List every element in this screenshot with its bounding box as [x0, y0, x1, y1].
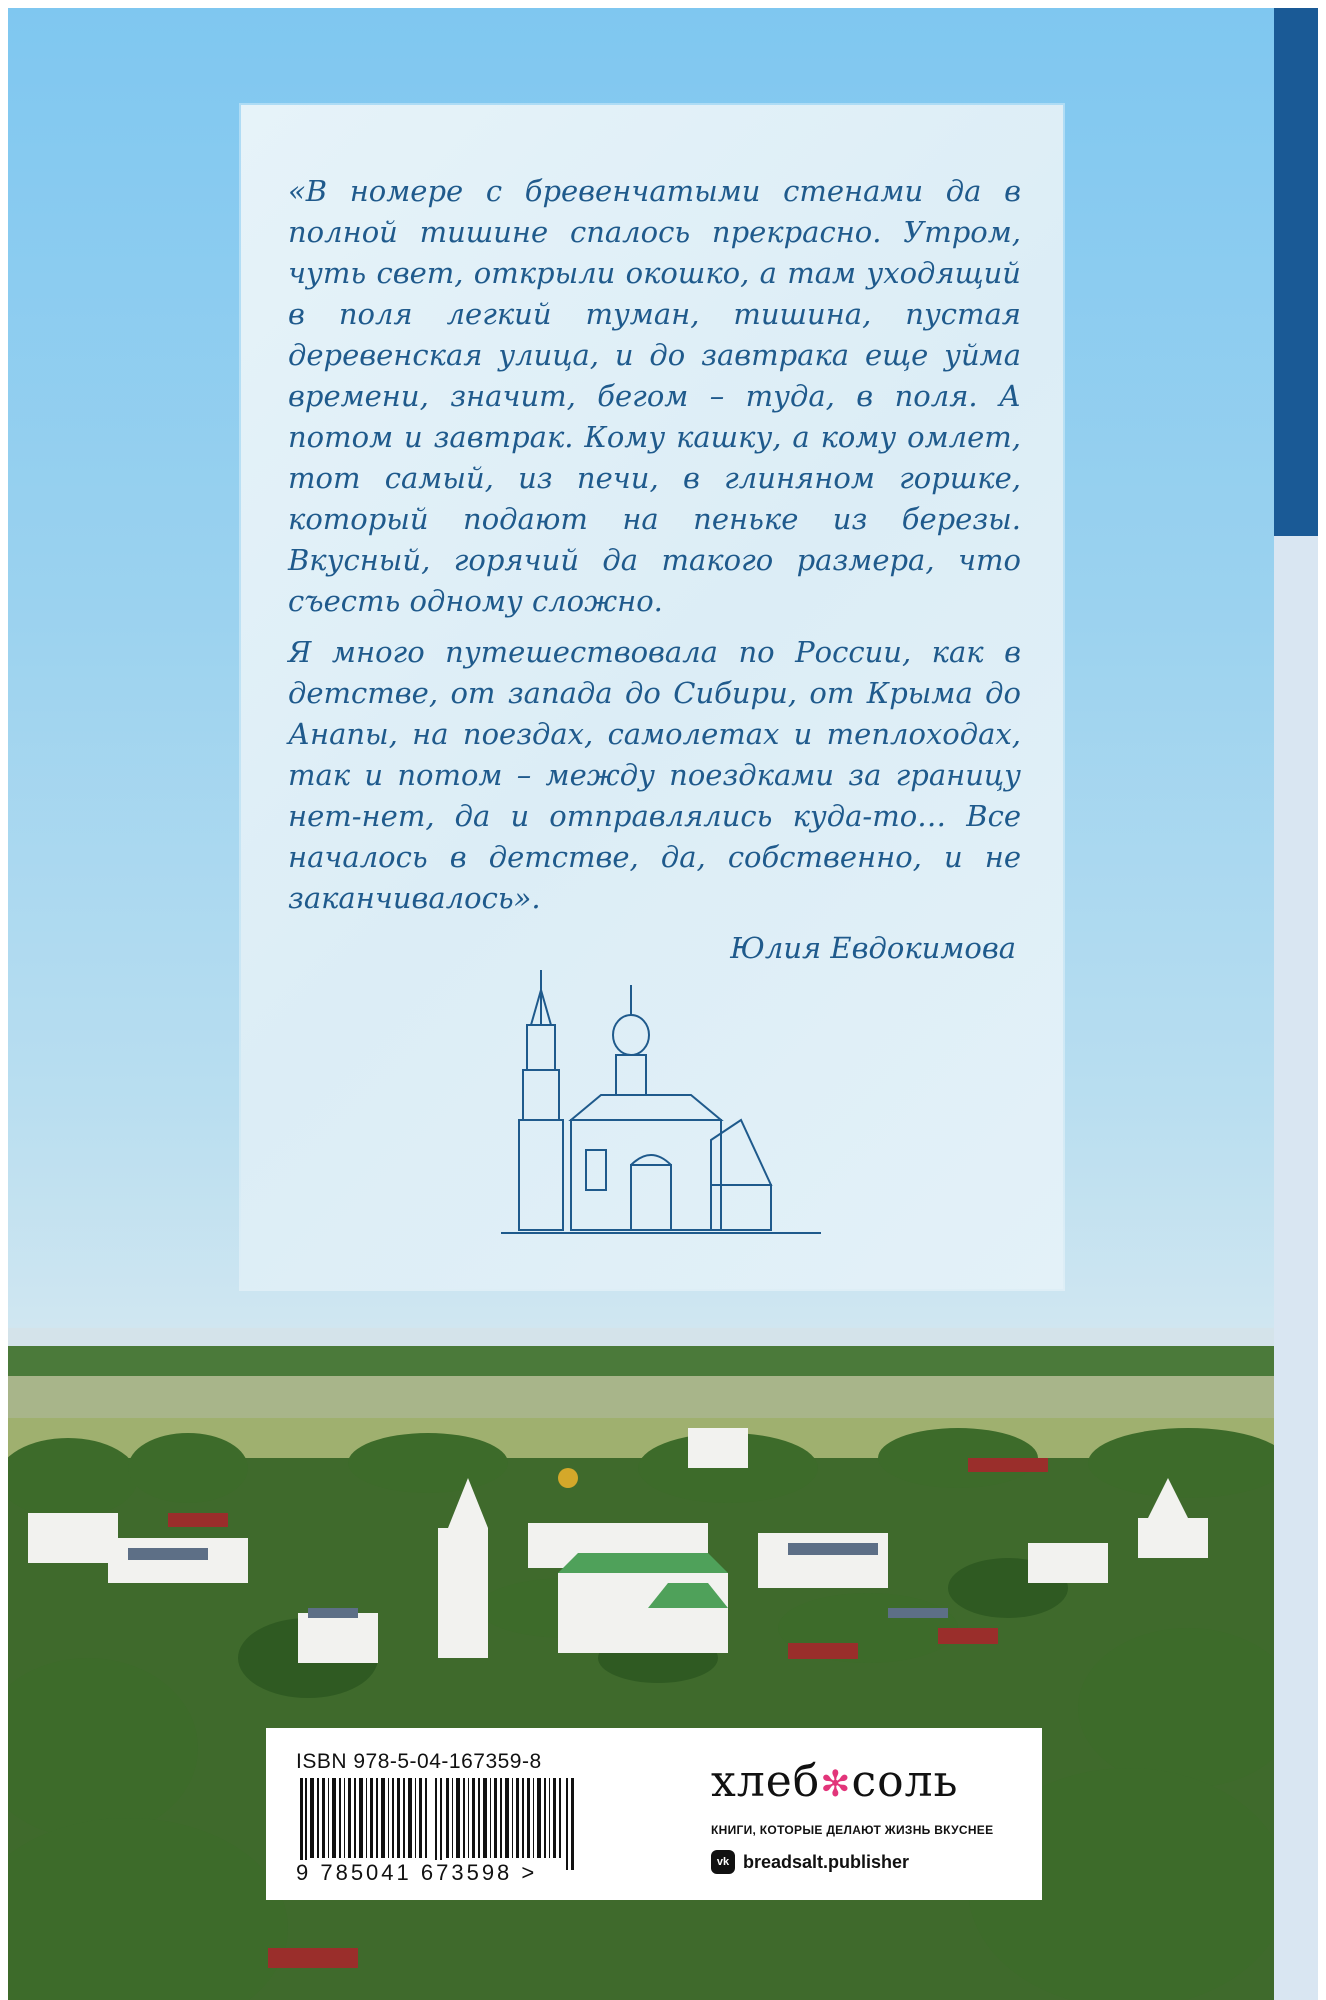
social-link[interactable] [711, 1850, 909, 1874]
spine-light-band [1274, 536, 1318, 2000]
social-handle: breadsalt.publisher [743, 1851, 910, 1872]
spine-blue-band [1274, 8, 1318, 536]
vk-icon: vk [711, 1850, 735, 1874]
quote-paragraph-1: «В номере с бревенчатыми стенами да в полной тишине спалось прекрасно. Утром, чуть свет, открыли окошко, а там уходящий в поля легкий туман, тишина, пустая деревенская улица, и до завтрака еще уйма времени, значит, бегом – туда, в поля. А потом и завтрак. Кому кашку, а кому омлет, тот самый, из печи, в глиняном горшке, который подают на пеньке из березы. Вкусный, горячий да такого размера, что съесть одному сложно. [288, 174, 1021, 618]
publisher-logo [711, 1756, 1011, 1807]
quote-card [241, 105, 1063, 1289]
publisher-tagline: КНИГИ, КОТОРЫЕ ДЕЛАЮТ ЖИЗНЬ ВКУСНЕЕ [711, 1823, 994, 1837]
flower-icon: ✻ [820, 1764, 852, 1805]
publisher-logo-left: хлеб [711, 1756, 821, 1807]
publisher-logo-right: соль [851, 1756, 959, 1807]
isbn-label-box [266, 1728, 1042, 1900]
quote-paragraph-2: Я много путешествовала по России, как в детстве, от запада до Сибири, от Крыма до Анапы, на поездах, самолетах и теплоходах, так и потом – между поездками за границу нет-нет, да и отправлялись куда-то… Все началось в детстве, да, собственно, и не заканчивалось». [288, 635, 1021, 915]
barcode [296, 1778, 586, 1870]
barcode-digits: 9 785041 673598 > [296, 1860, 538, 1885]
isbn-text: ISBN 978-5-04-167359-8 [296, 1750, 542, 1773]
author-name: Юлия Евдокимова [730, 931, 1016, 965]
church-sketch-illustration [501, 965, 821, 1240]
back-cover [8, 8, 1274, 2000]
